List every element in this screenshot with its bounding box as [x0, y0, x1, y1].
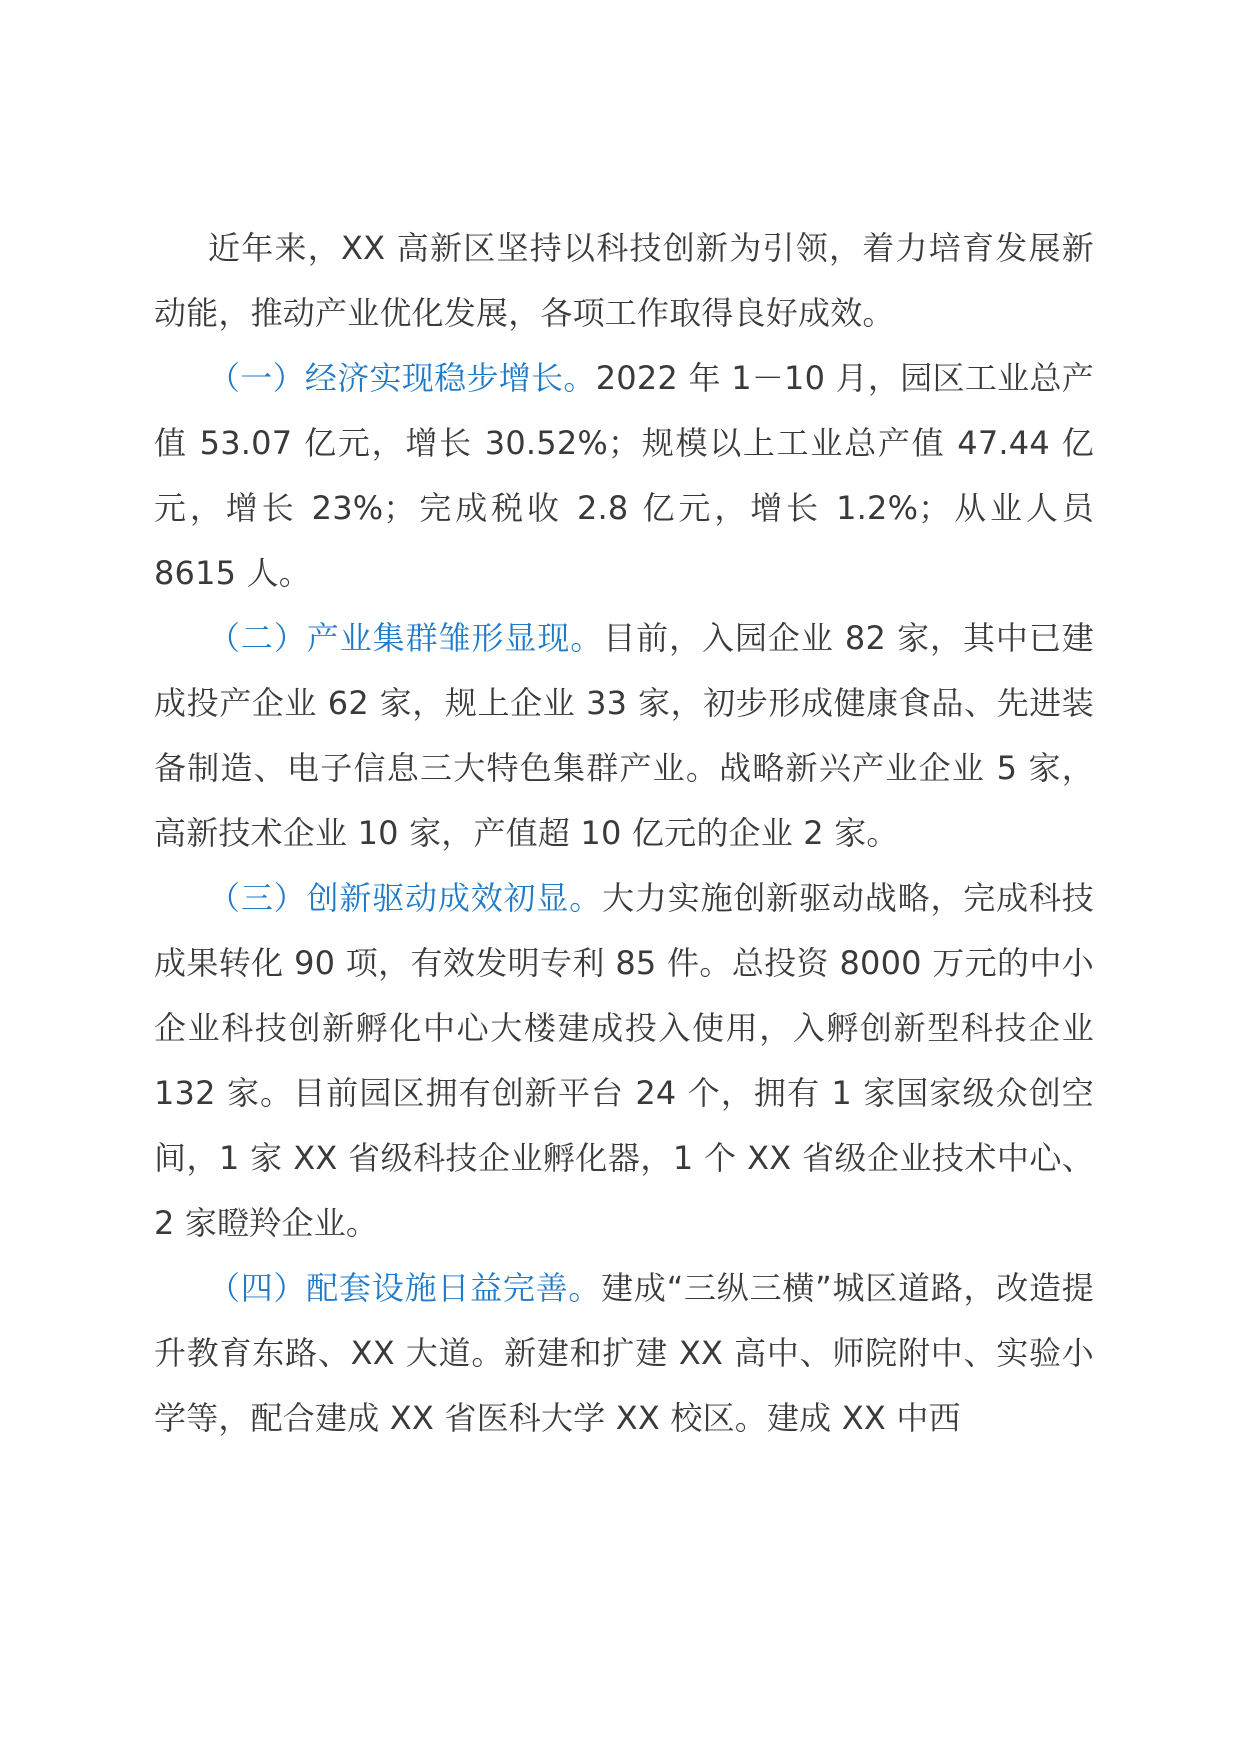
section-two-heading: （二）产业集群雏形显现。	[208, 619, 604, 657]
section-one-paragraph	[154, 346, 1094, 606]
section-four-heading: （四）配套设施日益完善。	[208, 1269, 602, 1307]
section-two-paragraph	[154, 606, 1094, 866]
section-three-text: 大力实施创新驱动战略，完成科技成果转化 90 项，有效发明专利 85 件。总投资 8000 万元的中小企业科技创新孵化中心大楼建成投入使用，入孵创新型科技企业 132 家。目前园区拥有创新平台 24 个，拥有 1 家国家级众创空间，1 家 XX 省级科技企业孵化器，1 个 XX 省级企业技术中心、2 家瞪羚企业。	[154, 879, 1094, 1242]
section-three-paragraph	[154, 866, 1094, 1256]
section-two-text: 目前，入园企业 82 家，其中已建成投产企业 62 家，规上企业 33 家，初步形成健康食品、先进装备制造、电子信息三大特色集群产业。战略新兴产业企业 5 家，高新技术企业 10 家，产值超 10 亿元的企业 2 家。	[154, 619, 1094, 852]
section-four-paragraph	[154, 1256, 1094, 1451]
intro-text: 近年来，XX 高新区坚持以科技创新为引领，着力培育发展新动能，推动产业优化发展，各项工作取得良好成效。	[154, 229, 1094, 332]
section-one-text: 2022 年 1－10 月，园区工业总产值 53.07 亿元，增长 30.52%；规模以上工业总产值 47.44 亿元，增长 23%；完成税收 2.8 亿元，增长 1.2%；从业人员 8615 人。	[154, 359, 1094, 592]
intro-paragraph	[154, 216, 1094, 346]
section-three-heading: （三）创新驱动成效初显。	[208, 879, 603, 917]
section-four-text: 建成“三纵三横”城区道路，改造提升教育东路、XX 大道。新建和扩建 XX 高中、师院附中、实验小学等，配合建成 XX 省医科大学 XX 校区。建成 XX 中西	[154, 1269, 1094, 1437]
document-body	[154, 216, 1094, 1451]
section-one-heading: （一）经济实现稳步增长。	[208, 359, 596, 397]
